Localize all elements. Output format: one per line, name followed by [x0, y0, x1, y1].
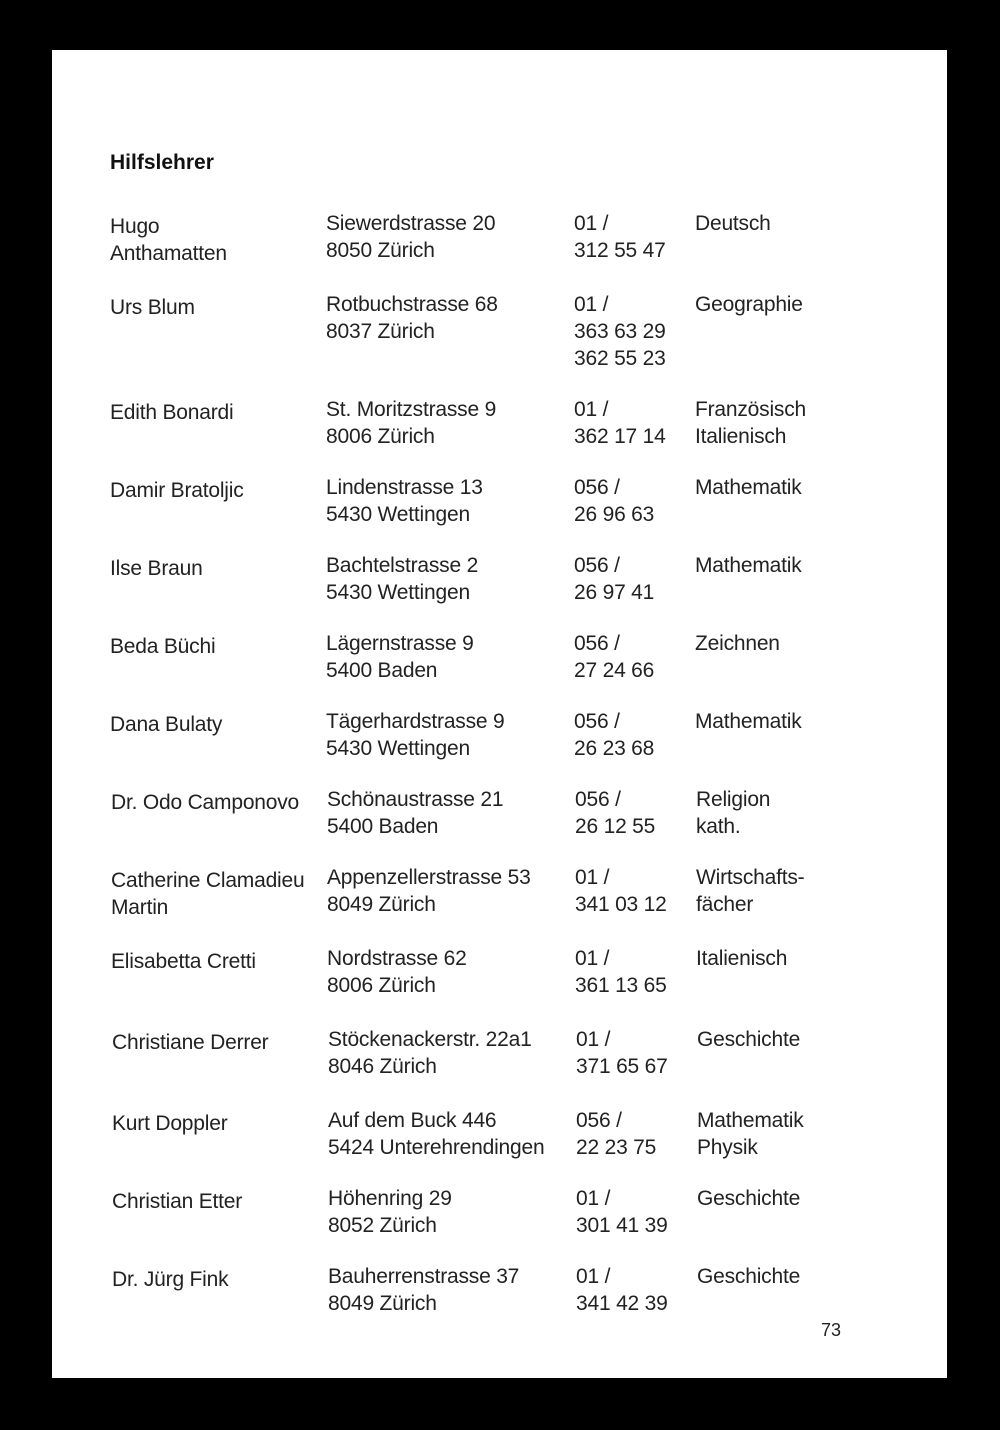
teacher-subject-line: Mathematik — [695, 476, 802, 499]
teacher-phone — [574, 474, 695, 528]
teacher-name — [110, 552, 326, 606]
teacher-address-line: Lägernstrasse 9 — [326, 632, 474, 655]
teacher-phone-line: 341 03 12 — [575, 893, 667, 916]
teacher-phone-line: 056 / — [574, 554, 620, 577]
teacher-name — [110, 291, 326, 372]
teacher-name-line: Martin — [111, 896, 169, 919]
teacher-phone-line: 362 17 14 — [574, 425, 666, 448]
teacher-subject — [695, 708, 845, 762]
teacher-subject-line: Deutsch — [695, 212, 771, 235]
teacher-name — [111, 945, 327, 999]
teacher-address-line: 8050 Zürich — [326, 239, 435, 262]
teacher-address-line: Appenzellerstrasse 53 — [327, 866, 531, 889]
teacher-entry — [112, 1185, 890, 1239]
teacher-subject-line: Mathematik — [695, 554, 802, 577]
teacher-name-line: Elisabetta Cretti — [111, 950, 256, 973]
teacher-subject — [696, 945, 846, 999]
teacher-name — [110, 630, 326, 684]
teacher-phone-line: 01 / — [574, 212, 609, 235]
teacher-subject-line: Religion — [696, 788, 771, 811]
teacher-entry — [110, 396, 890, 450]
teacher-name — [111, 864, 327, 921]
teacher-phone — [574, 210, 695, 267]
teacher-address-line: Höhenring 29 — [328, 1187, 452, 1210]
teacher-subject-line: Französisch — [695, 398, 807, 421]
teacher-address — [328, 1026, 576, 1080]
teacher-address-line: 5430 Wettingen — [326, 737, 470, 760]
teacher-subject-line: Wirtschafts- — [696, 866, 805, 889]
teacher-entry — [111, 786, 890, 840]
page-number: 73 — [821, 1320, 842, 1340]
teacher-subject-line: Geschichte — [697, 1265, 801, 1288]
teacher-name-line: Anthamatten — [110, 242, 227, 265]
teacher-phone — [576, 1185, 697, 1239]
teacher-phone-line: 22 23 75 — [576, 1136, 657, 1159]
teacher-phone-line: 01 / — [575, 947, 610, 970]
teacher-address-line: 5430 Wettingen — [326, 581, 470, 604]
teacher-subject-line: fächer — [696, 893, 754, 916]
teacher-address — [326, 474, 574, 528]
teacher-name — [111, 786, 327, 840]
teacher-phone-line: 01 / — [574, 398, 609, 421]
teacher-name-line: Beda Büchi — [110, 635, 216, 658]
teacher-address — [326, 291, 574, 372]
teacher-phone-line: 361 13 65 — [575, 974, 667, 997]
teacher-address — [328, 1263, 576, 1317]
teacher-phone-line: 01 / — [574, 293, 609, 316]
teacher-subject-line: kath. — [696, 815, 741, 838]
teacher-address-line: 8046 Zürich — [328, 1055, 437, 1078]
teacher-subject — [695, 552, 845, 606]
teacher-phone-line: 01 / — [576, 1187, 611, 1210]
teacher-subject-line: Italienisch — [695, 425, 787, 448]
teacher-phone — [574, 708, 695, 762]
teacher-name-line: Urs Blum — [110, 296, 195, 319]
teacher-name — [110, 396, 326, 450]
teacher-phone-line: 056 / — [576, 1109, 622, 1132]
teacher-phone-line: 362 55 23 — [574, 347, 666, 370]
teacher-name-line: Ilse Braun — [110, 557, 203, 580]
teacher-phone-line: 056 / — [574, 710, 620, 733]
teacher-phone-line: 26 23 68 — [574, 737, 655, 760]
teacher-address — [326, 708, 574, 762]
teacher-phone-line: 363 63 29 — [574, 320, 666, 343]
teacher-address-line: 8006 Zürich — [327, 974, 436, 997]
teacher-name-line: Christiane Derrer — [112, 1031, 269, 1054]
teacher-subject — [697, 1185, 847, 1239]
teacher-address-line: 8006 Zürich — [326, 425, 435, 448]
teacher-entry — [110, 630, 890, 684]
teacher-phone — [574, 291, 695, 372]
teacher-address — [328, 1185, 576, 1239]
teacher-phone-line: 056 / — [574, 632, 620, 655]
teacher-address — [327, 945, 575, 999]
teacher-address-line: 8049 Zürich — [328, 1292, 437, 1315]
teacher-phone-line: 312 55 47 — [574, 239, 666, 262]
teacher-address — [326, 396, 574, 450]
teacher-phone-line: 056 / — [574, 476, 620, 499]
teacher-phone — [576, 1026, 697, 1080]
teacher-address — [326, 210, 574, 267]
teacher-phone-line: 341 42 39 — [576, 1292, 668, 1315]
teacher-address — [327, 864, 575, 921]
teacher-name-line: Edith Bonardi — [110, 401, 234, 424]
teacher-name — [112, 1263, 328, 1317]
teacher-address-line: 8052 Zürich — [328, 1214, 437, 1237]
teacher-subject-line: Geschichte — [697, 1187, 801, 1210]
teacher-subject — [695, 396, 845, 450]
teacher-subject-line: Italienisch — [696, 947, 788, 970]
teacher-name — [112, 1107, 328, 1161]
teacher-phone-line: 26 97 41 — [574, 581, 655, 604]
teacher-address-line: 5400 Baden — [326, 659, 438, 682]
teacher-address — [328, 1107, 576, 1161]
teacher-name-line: Christian Etter — [112, 1190, 243, 1213]
teacher-phone-line: 01 / — [576, 1028, 611, 1051]
teacher-subject — [697, 1026, 847, 1080]
teacher-phone — [574, 396, 695, 450]
teacher-entry — [112, 1263, 890, 1317]
teacher-subject — [695, 630, 845, 684]
teacher-address — [327, 786, 575, 840]
teacher-name-line: Catherine Clamadieu — [111, 869, 305, 892]
teacher-subject-line: Geographie — [695, 293, 803, 316]
teacher-entry — [110, 708, 890, 762]
teacher-entry — [112, 1107, 890, 1161]
teacher-phone-line: 01 / — [575, 866, 610, 889]
teacher-phone — [574, 630, 695, 684]
teacher-entry — [112, 1026, 890, 1080]
teacher-name — [112, 1026, 328, 1080]
teacher-address-line: 8037 Zürich — [326, 320, 435, 343]
teacher-subject-line: Zeichnen — [695, 632, 780, 655]
teacher-name — [110, 708, 326, 762]
teacher-name-line: Dana Bulaty — [110, 713, 223, 736]
teacher-name-line: Damir Bratoljic — [110, 479, 244, 502]
teacher-entry — [110, 291, 890, 372]
document-page — [52, 50, 947, 1378]
teacher-name-line: Hugo — [110, 215, 160, 238]
teacher-subject — [697, 1263, 847, 1317]
teacher-address-line: Siewerdstrasse 20 — [326, 212, 496, 235]
teacher-entry — [110, 552, 890, 606]
teacher-phone-line: 301 41 39 — [576, 1214, 668, 1237]
teacher-subject — [695, 210, 845, 267]
teacher-entry — [110, 210, 890, 267]
teacher-entry — [111, 864, 890, 921]
teacher-address — [326, 630, 574, 684]
teacher-subject — [696, 864, 846, 921]
teacher-phone-line: 056 / — [575, 788, 621, 811]
teacher-entry — [110, 474, 890, 528]
teacher-phone-line: 371 65 67 — [576, 1055, 668, 1078]
teacher-phone-line: 26 96 63 — [574, 503, 655, 526]
teacher-address-line: Nordstrasse 62 — [327, 947, 467, 970]
teacher-phone-line: 26 12 55 — [575, 815, 656, 838]
teacher-name-line: Dr. Jürg Fink — [112, 1268, 229, 1291]
section-heading: Hilfslehrer — [110, 151, 214, 174]
teacher-subject — [695, 474, 845, 528]
teacher-address-line: Tägerhardstrasse 9 — [326, 710, 505, 733]
teacher-subject-line: Physik — [697, 1136, 758, 1159]
teacher-address-line: Auf dem Buck 446 — [328, 1109, 497, 1132]
teacher-phone — [575, 945, 696, 999]
teacher-name — [110, 210, 326, 267]
teacher-phone — [574, 552, 695, 606]
teacher-address-line: St. Moritzstrasse 9 — [326, 398, 497, 421]
teacher-name — [112, 1185, 328, 1239]
teacher-subject — [695, 291, 845, 372]
teacher-address-line: 8049 Zürich — [327, 893, 436, 916]
teacher-subject-line: Mathematik — [697, 1109, 804, 1132]
teacher-subject-line: Geschichte — [697, 1028, 801, 1051]
teacher-entry — [111, 945, 890, 999]
teacher-subject-line: Mathematik — [695, 710, 802, 733]
teacher-subject — [696, 786, 846, 840]
teacher-address-line: 5400 Baden — [327, 815, 439, 838]
teacher-address-line: Schönaustrasse 21 — [327, 788, 504, 811]
teacher-address-line: Rotbuchstrasse 68 — [326, 293, 498, 316]
teacher-address-line: 5430 Wettingen — [326, 503, 470, 526]
teacher-address-line: Bachtelstrasse 2 — [326, 554, 479, 577]
teacher-address — [326, 552, 574, 606]
teacher-phone — [576, 1263, 697, 1317]
teacher-name — [110, 474, 326, 528]
teacher-address-line: Lindenstrasse 13 — [326, 476, 483, 499]
teacher-phone-line: 01 / — [576, 1265, 611, 1288]
teacher-address-line: Stöckenackerstr. 22a1 — [328, 1028, 532, 1051]
teacher-address-line: 5424 Unterehrendingen — [328, 1136, 545, 1159]
teacher-address-line: Bauherrenstrasse 37 — [328, 1265, 520, 1288]
teacher-phone — [576, 1107, 697, 1161]
teacher-phone — [575, 864, 696, 921]
teacher-name-line: Kurt Doppler — [112, 1112, 228, 1135]
teacher-phone-line: 27 24 66 — [574, 659, 655, 682]
teacher-name-line: Dr. Odo Camponovo — [111, 791, 300, 814]
teacher-phone — [575, 786, 696, 840]
teacher-list — [110, 210, 890, 1317]
teacher-subject — [697, 1107, 847, 1161]
